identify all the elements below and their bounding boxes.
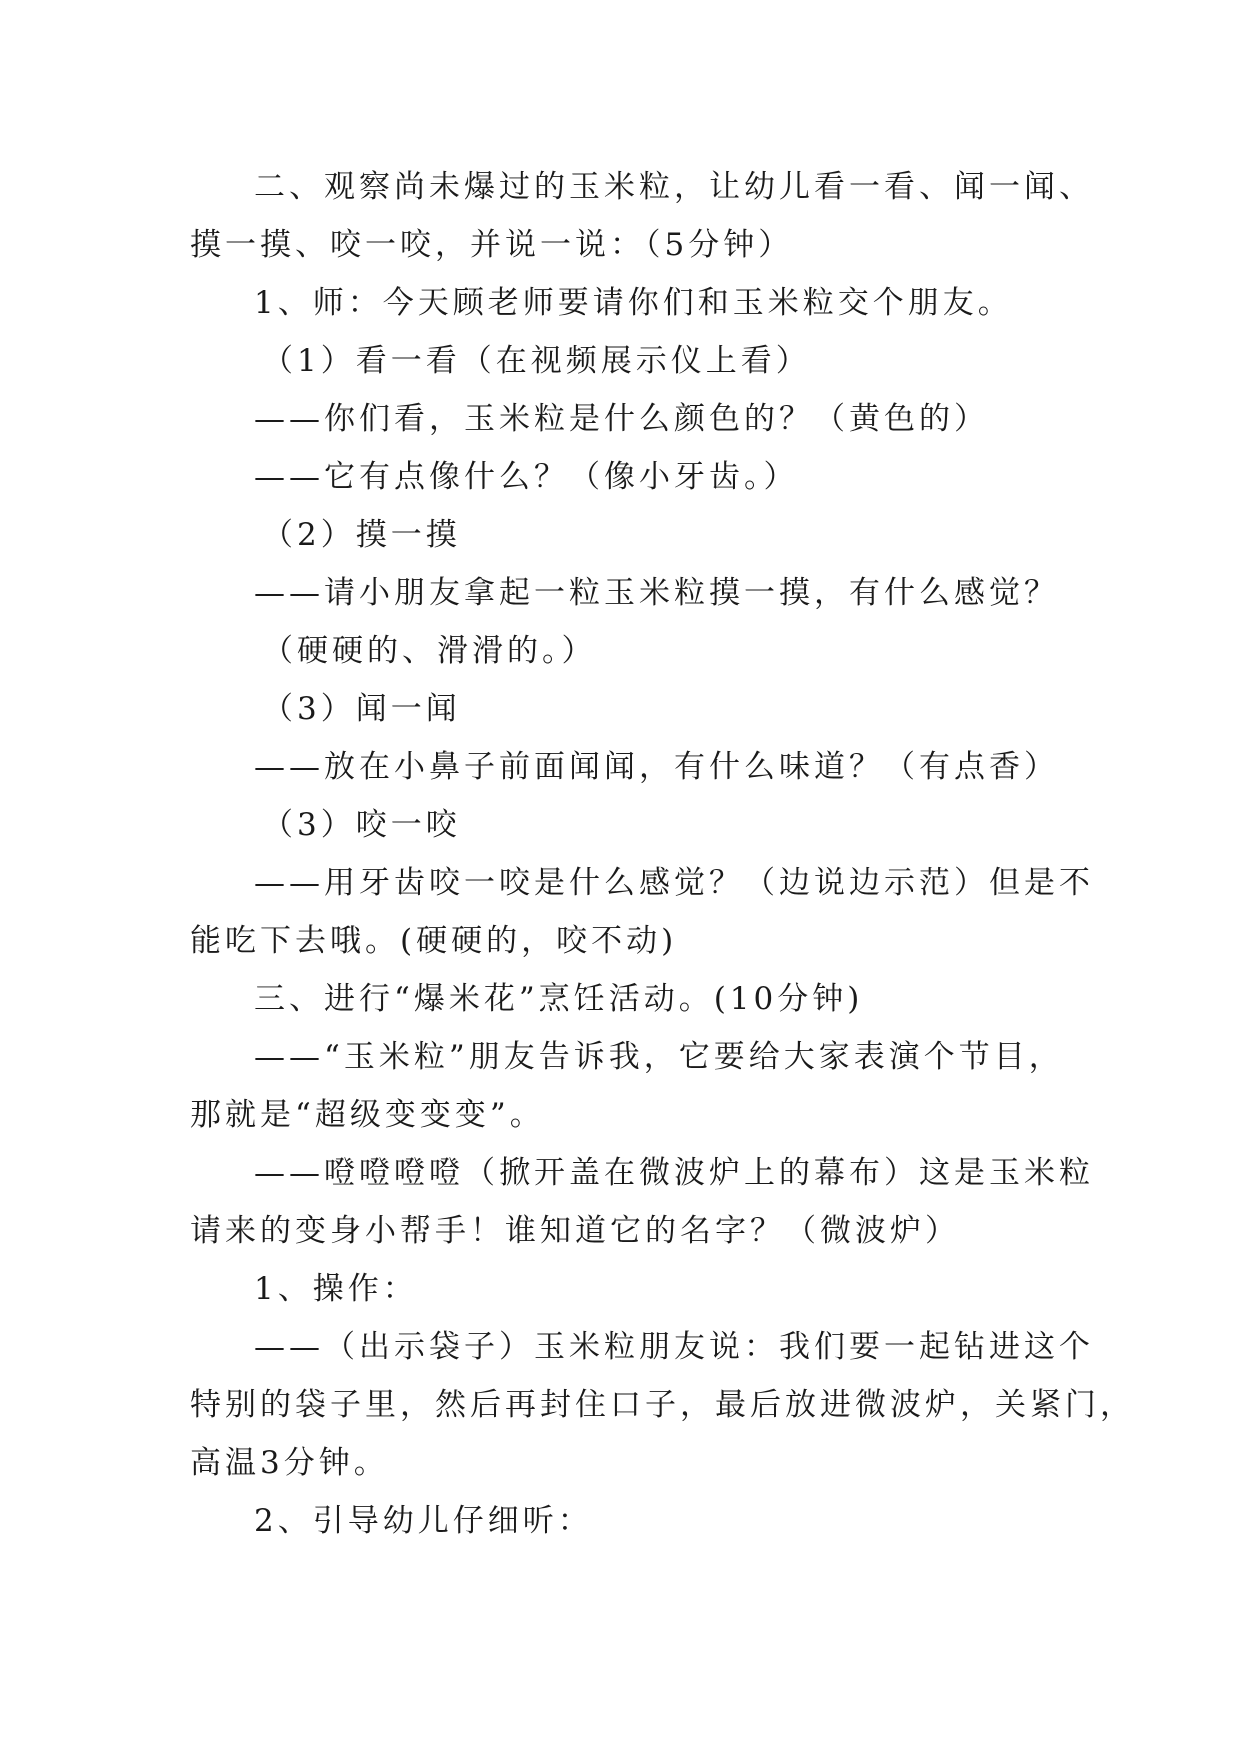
paragraph-line: （1）看一看（在视频展示仪上看） bbox=[262, 343, 811, 379]
paragraph-line: （3）咬一咬 bbox=[262, 807, 461, 843]
paragraph-line: （2）摸一摸 bbox=[262, 517, 461, 553]
paragraph-line: 2、引导幼儿仔细听： bbox=[254, 1503, 593, 1539]
paragraph-line: ——（出示袋子）玉米粒朋友说：我们要一起钻进这个 bbox=[254, 1329, 1094, 1365]
paragraph-line: ——它有点像什么？（像小牙齿。） bbox=[254, 459, 799, 495]
paragraph-line: 特别的袋子里，然后再封住口子，最后放进微波炉，关紧门， bbox=[190, 1387, 1135, 1423]
paragraph-line: ——噔噔噔噔（掀开盖在微波炉上的幕布）这是玉米粒 bbox=[254, 1155, 1094, 1191]
paragraph-line: 1、师：今天顾老师要请你们和玉米粒交个朋友。 bbox=[254, 285, 1013, 321]
paragraph-line: ——请小朋友拿起一粒玉米粒摸一摸，有什么感觉？ bbox=[254, 575, 1059, 611]
paragraph-line: 请来的变身小帮手！谁知道它的名字？（微波炉） bbox=[190, 1213, 960, 1249]
document-body bbox=[190, 158, 1135, 1550]
paragraph-line: 摸一摸、咬一咬，并说一说：（5分钟） bbox=[190, 227, 794, 263]
paragraph-line: ——你们看，玉米粒是什么颜色的？（黄色的） bbox=[254, 401, 989, 437]
paragraph-line: 二、观察尚未爆过的玉米粒，让幼儿看一看、闻一闻、 bbox=[254, 169, 1094, 205]
paragraph-line: ——用牙齿咬一咬是什么感觉？（边说边示范）但是不 bbox=[254, 865, 1094, 901]
paragraph-line: 三、进行“爆米花”烹饪活动。(10分钟) bbox=[254, 981, 864, 1017]
paragraph-line: 高温3分钟。 bbox=[190, 1445, 389, 1481]
paragraph-line: 能吃下去哦。(硬硬的，咬不动) bbox=[190, 923, 678, 959]
paragraph-line: 那就是“超级变变变”。 bbox=[190, 1097, 545, 1133]
paragraph-line: 1、操作： bbox=[254, 1271, 418, 1307]
paragraph-line: （硬硬的、滑滑的。） bbox=[262, 633, 597, 669]
paragraph-line: （3）闻一闻 bbox=[262, 691, 461, 727]
paragraph-line: ——“玉米粒”朋友告诉我，它要给大家表演个节目， bbox=[254, 1039, 1064, 1075]
paragraph-line: ——放在小鼻子前面闻闻，有什么味道？（有点香） bbox=[254, 749, 1059, 785]
